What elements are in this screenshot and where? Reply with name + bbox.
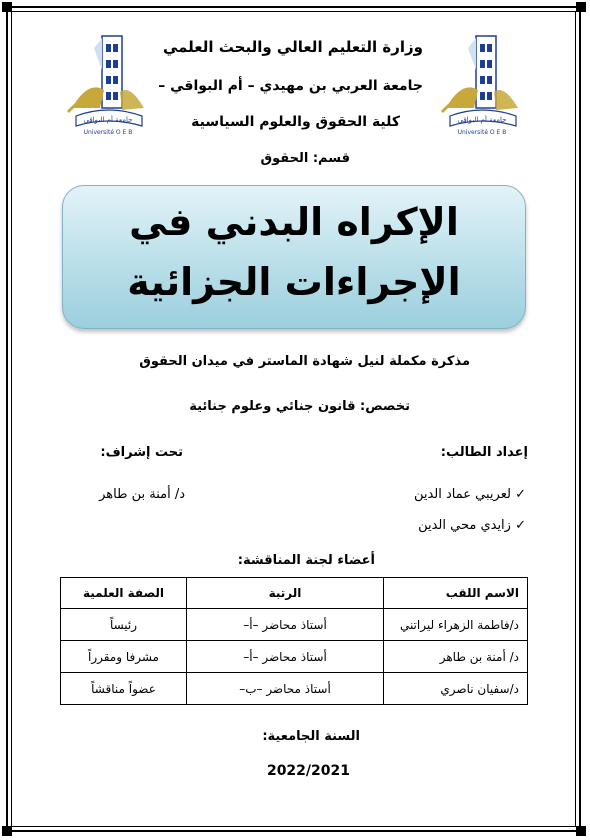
supervision-label: تحت إشراف:	[100, 445, 183, 460]
university-logo-left	[58, 30, 158, 140]
member-name: د/فاطمة الزهراء ليراتني	[384, 609, 528, 641]
column-header-rank: الرتبة	[187, 578, 384, 609]
check-icon: ✓	[515, 518, 526, 533]
university-logo-right	[432, 30, 532, 140]
student-name: لعريبي عماد الدين	[413, 487, 511, 502]
member-rank: أستاذ محاضر –ب–	[187, 673, 384, 705]
academic-year-label: السنة الجامعية:	[262, 729, 360, 744]
logo-left-latin-text: Université O E B	[83, 129, 133, 136]
prepared-by-label: إعداد الطالب:	[440, 445, 528, 460]
title-box	[62, 185, 526, 329]
faculty-heading: كلية الحقوق والعلوم السياسية	[191, 114, 400, 130]
committee-table	[60, 577, 528, 705]
committee-label: أعضاء لجنة المناقشة:	[237, 553, 375, 568]
committee-header-row	[61, 578, 528, 609]
member-role: عضواً مناقشاً	[61, 673, 187, 705]
logo-right-latin-text: Université O E B	[457, 129, 507, 136]
member-name: د/ أمنة بن طاهر	[384, 641, 528, 673]
member-role: مشرفا ومقرراً	[61, 641, 187, 673]
subtitle: مذكرة مكملة لنيل شهادة الماستر في ميدان الحقوق	[139, 354, 470, 369]
table-row	[61, 673, 528, 705]
student-1	[414, 487, 526, 502]
thesis-title-line-1: الإكراه البدني في	[129, 200, 459, 244]
university-heading: جامعة العربي بن مهيدي – أم البواقي –	[158, 78, 423, 94]
border-corner-top-left	[2, 2, 12, 12]
border-corner-bottom-right	[576, 826, 586, 836]
member-name: د/سفيان ناصري	[384, 673, 528, 705]
border-corner-top-right	[576, 2, 586, 12]
student-name: زايدي محي الدين	[418, 518, 511, 533]
border-corner-bottom-left	[2, 826, 12, 836]
column-header-name: الاسم اللقب	[384, 578, 528, 609]
academic-year-value: 2022/2021	[266, 763, 350, 779]
ministry-heading: وزارة التعليم العالي والبحث العلمي	[162, 38, 423, 56]
table-row	[61, 641, 528, 673]
member-rank: أستاذ محاضر –أ–	[187, 641, 384, 673]
student-2	[418, 518, 526, 533]
logo-left-arabic-text: جامعة أم البواقي	[83, 116, 133, 124]
department-heading: قسم: الحقوق	[260, 151, 350, 166]
logo-right-arabic-text: جامعة أم البواقي	[457, 116, 507, 124]
thesis-title-line-2: الإجراءات الجزائية	[127, 260, 461, 304]
check-icon: ✓	[515, 487, 526, 502]
supervisor-name: د/ أمنة بن طاهر	[99, 487, 185, 502]
member-rank: أستاذ محاضر –أ–	[187, 609, 384, 641]
table-row	[61, 609, 528, 641]
column-header-role: الصفة العلمية	[61, 578, 187, 609]
specialty: تخصص: قانون جنائي وعلوم جنائية	[189, 399, 410, 414]
member-role: رئيساً	[61, 609, 187, 641]
